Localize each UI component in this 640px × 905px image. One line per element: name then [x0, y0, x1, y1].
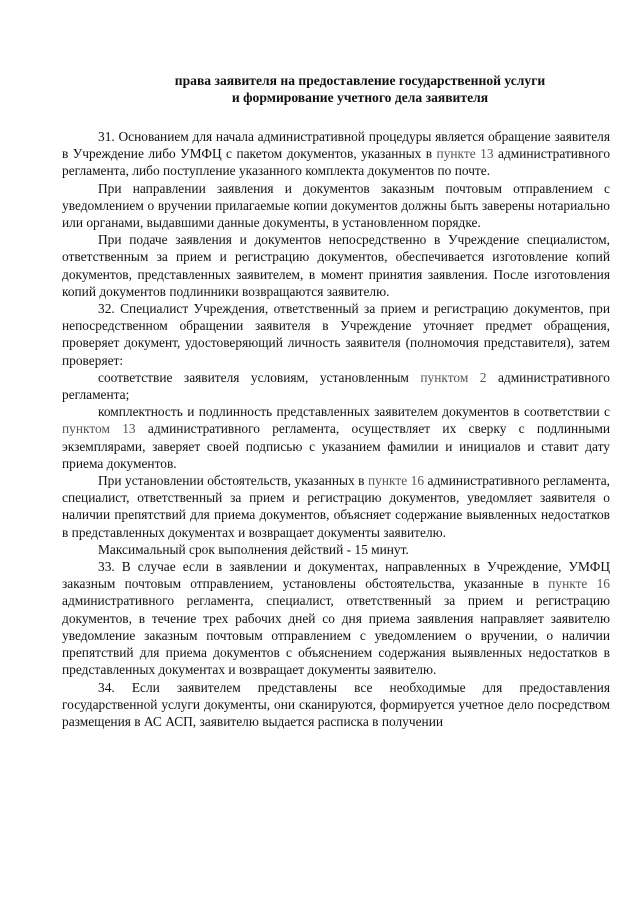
regulation-reference-link[interactable]: пунктом 13	[62, 421, 136, 437]
paragraph	[62, 300, 610, 369]
paragraph	[62, 231, 610, 300]
paragraph	[62, 369, 610, 403]
regulation-reference-link[interactable]: пункте 13	[436, 146, 494, 162]
heading-line-2: и формирование учетного дела заявителя	[231, 90, 489, 105]
body-text	[62, 128, 610, 730]
regulation-reference-link[interactable]: пунктом 2	[420, 369, 487, 385]
paragraph-text: административного регламента, специалист, ответственный за прием и регистрацию документов, уведомляет заявителя о наличии препятствий для приема документов, объясняет содержание выявленных недостатков в представленных документах и возвращает документы заявителю.	[62, 473, 611, 540]
paragraph-text: административного регламента, либо поступление указанного комплекта документов по почте.	[62, 146, 611, 179]
paragraph-text: административного регламента, специалист, ответственный за прием и регистрацию документов, в течение трех рабочих дней со дня приема заявления направляет заявителю уведомление заказным почтовым отправлением с уведомлением о вручении, о наличии препятствий для приема документов с объяснением содержания выявленных недостатков в представленных документах и возвращает документы заявителю.	[62, 593, 610, 678]
paragraph-text: комплектность и подлинность представленных заявителем документов в соответствии с	[98, 404, 610, 420]
paragraph	[62, 180, 610, 232]
paragraph-text: При установлении обстоятельств, указанных в	[98, 473, 368, 489]
paragraph-text: административного регламента, осуществляет их сверку с подлинными экземплярами, заверяет своей подписью с указанием фамилии и инициалов и ставит дату приема документов.	[62, 421, 610, 471]
regulation-reference-link[interactable]: пункте 16	[548, 576, 610, 592]
paragraph	[62, 472, 610, 541]
regulation-reference-link[interactable]: пункте 16	[368, 473, 425, 489]
paragraph-text: 31. Основанием для начала административной процедуры является обращение заявителя в Учреждение либо УМФЦ с пакетом документов, указанных в	[62, 129, 610, 162]
paragraph-text: 33. В случае если в заявлении и документах, направленных в Учреждение, УМФЦ заказным почтовым отправлением, установлены обстоятельства, указанные в	[62, 559, 610, 592]
paragraph	[62, 128, 610, 180]
section-heading	[62, 72, 610, 106]
paragraph-text: Максимальный срок выполнения действий - 15 минут.	[98, 541, 409, 557]
paragraph	[62, 403, 610, 472]
paragraph-text: соответствие заявителя условиям, установленным	[98, 369, 421, 385]
paragraph-text: При направлении заявления и документов заказным почтовым отправлением с уведомлением о вручении прилагаемые копии документов должны быть заверены нотариально или органами, выдавшими данные документы, в установленном порядке.	[62, 180, 610, 231]
paragraph	[62, 558, 610, 678]
paragraph-text: административного регламента;	[62, 369, 610, 403]
paragraph-text: 34. Если заявителем представлены все необходимые для предоставления государственной услуги документы, они сканируются, формируется учетное дело посредством размещения в АС АСП, заявителю выдается расписка в получении	[62, 679, 610, 729]
paragraph-text: При подаче заявления и документов непосредственно в Учреждение специалистом, ответственным за прием и регистрацию документов, обеспечивается изготовление копий документов, представленных заявителем, в момент принятия заявления. После изготовления копий документов подлинники возвращаются заявителю.	[62, 232, 610, 299]
document-page	[62, 72, 610, 730]
heading-line-1: права заявителя на предоставление государственной услуги	[174, 73, 546, 88]
paragraph	[62, 679, 610, 731]
paragraph	[62, 541, 610, 558]
paragraph-text: 32. Специалист Учреждения, ответственный за прием и регистрацию документов, при непосредственном обращении заявителя в Учреждение уточняет предмет обращения, проверяет документ, удостоверяющий личность заявителя (полномочия представителя), затем проверяет:	[62, 301, 610, 368]
